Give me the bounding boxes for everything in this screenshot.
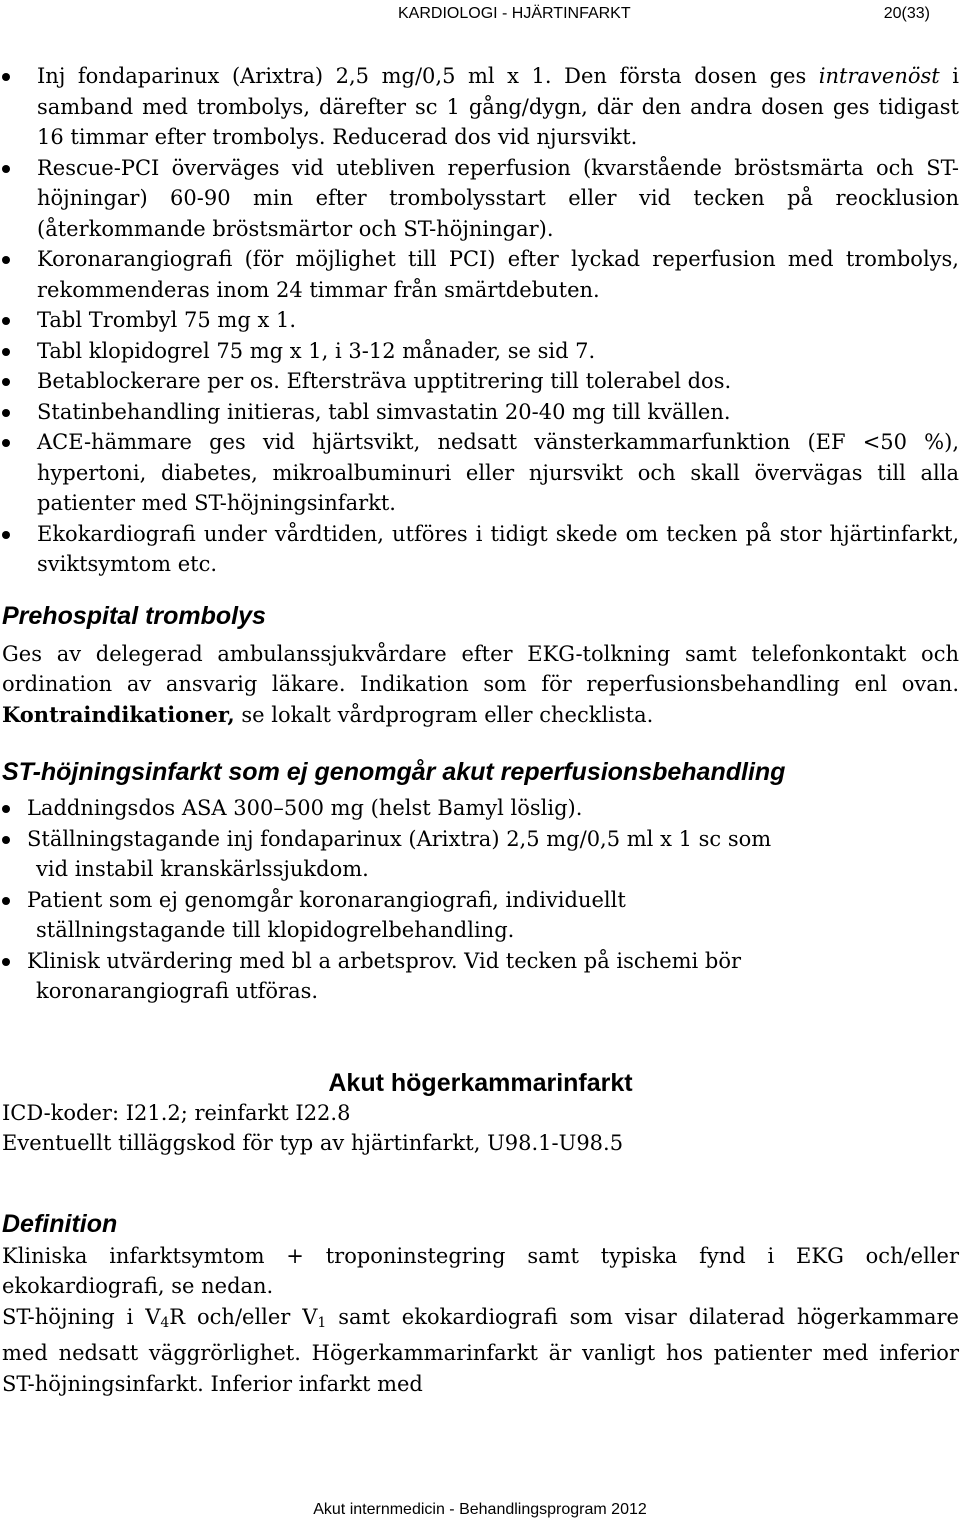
bullet-icon	[2, 317, 10, 325]
prehospital-paragraph: Ges av delegerad ambulanssjukvårdare efter EKG-tolkning samt telefonkontakt och ordination av ansvarig läkare. Indikation som för reperfusionsbehandling enl ovan. Kontraindikationer, se lokalt vårdprogram eller checklista.	[2, 641, 959, 727]
running-header	[398, 4, 930, 24]
bullet-icon	[2, 73, 10, 81]
list-item: Betablockerare per os. Eftersträva upptitrering till tolerabel dos.	[2, 366, 959, 397]
bullet-icon	[2, 439, 10, 447]
icd-codes: ICD-koder: I21.2; reinfarkt I22.8	[2, 1100, 351, 1125]
bullet-icon	[2, 409, 10, 417]
list-item: Koronarangiografi (för möjlighet till PCI) efter lyckad reperfusion med trombolys, rekommenderas inom 24 timmar från smärtdebuten.	[2, 244, 959, 305]
bullet-icon	[2, 531, 10, 539]
section-heading-stemi-no-reperfusion: ST-höjningsinfarkt som ej genomgår akut reperfusionsbehandling	[2, 758, 786, 786]
page-footer: Akut internmedicin - Behandlingsprogram 2012	[313, 1501, 647, 1518]
bullet-icon	[2, 897, 10, 905]
definition-paragraph-1: Kliniska infarktsymtom + troponinstegring samt typiska fynd i EKG och/eller ekokardiografi, se nedan.	[2, 1243, 959, 1298]
additional-code: Eventuellt tilläggskod för typ av hjärtinfarkt, U98.1-U98.5	[2, 1131, 624, 1155]
bullet-icon	[2, 958, 10, 966]
bullet-icon	[2, 348, 10, 356]
list-item: Laddningsdos ASA 300–500 mg (helst Bamyl löslig).	[2, 793, 959, 824]
bullet-icon	[2, 805, 10, 813]
bullet-icon	[2, 836, 10, 844]
list-item: Klinisk utvärdering med bl a arbetsprov. Vid tecken på ischemi bör koronarangiografi utföras.	[2, 946, 959, 1007]
list-item: Statinbehandling initieras, tabl simvastatin 20-40 mg till kvällen.	[2, 397, 959, 428]
list-item: Tabl klopidogrel 75 mg x 1, i 3-12 månader, se sid 7.	[2, 336, 959, 367]
list-item: Rescue-PCI överväges vid utebliven reperfusion (kvarstående bröstsmärta och ST-höjningar) 60-90 min efter trombolysstart eller vid tecken på reocklusion (återkommande bröstsmärtor och ST-höjningar).	[2, 153, 959, 245]
section-heading-prehospital: Prehospital trombolys	[2, 601, 266, 630]
list-item: Inj fondaparinux (Arixtra) 2,5 mg/0,5 ml x 1. Den första dosen ges intravenöst i samband med trombolys, därefter sc 1 gång/dygn, där den andra dosen ges tidigast 16 timmar efter trombolys. Reducerad dos vid njursvikt.	[2, 61, 959, 153]
section-heading-rv-infarct: Akut högerkammarinfarkt	[328, 1068, 633, 1097]
body-text	[2, 61, 959, 1399]
list-item: ACE-hämmare ges vid hjärtsvikt, nedsatt vänsterkammarfunktion (EF <50 %), hypertoni, diabetes, mikroalbuminuri eller njursvikt och skall övervägas till alla patienter med ST-höjningsinfarkt.	[2, 427, 959, 519]
bullet-icon	[2, 256, 10, 264]
list-item: Patient som ej genomgår koronarangiografi, individuellt ställningstagande till klopidogrelbehandling.	[2, 885, 959, 946]
running-title: KARDIOLOGI - HJÄRTINFARKT	[398, 5, 631, 22]
bullet-icon	[2, 165, 10, 173]
contraindications-emphasis: Kontraindikationer,	[2, 701, 235, 727]
list-item: Tabl Trombyl 75 mg x 1.	[2, 305, 959, 336]
list-item: Ekokardiografi under vårdtiden, utföres i tidigt skede om tecken på stor hjärtinfarkt, sviktsymtom etc.	[2, 519, 959, 580]
bullet-icon	[2, 378, 10, 386]
page-number: 20(33)	[883, 5, 930, 22]
treatment-bullet-list	[2, 61, 959, 580]
list-item: Ställningstagande inj fondaparinux (Arixtra) 2,5 mg/0,5 ml x 1 sc som vid instabil kranskärlssjukdom.	[2, 824, 959, 885]
stemi-bullet-list	[2, 793, 959, 1007]
definition-paragraph-2: ST-höjning i $V_4R$ och/eller $V_1$ samt ekokardiografi som visar dilaterad högerkammare med nedsatt väggrörlighet. Högerkammarinfarkt är vanligt hos patienter med inferior ST-höjningsinfarkt. Inferior infarkt med	[2, 1304, 959, 1396]
section-heading-definition: Definition	[2, 1209, 118, 1238]
